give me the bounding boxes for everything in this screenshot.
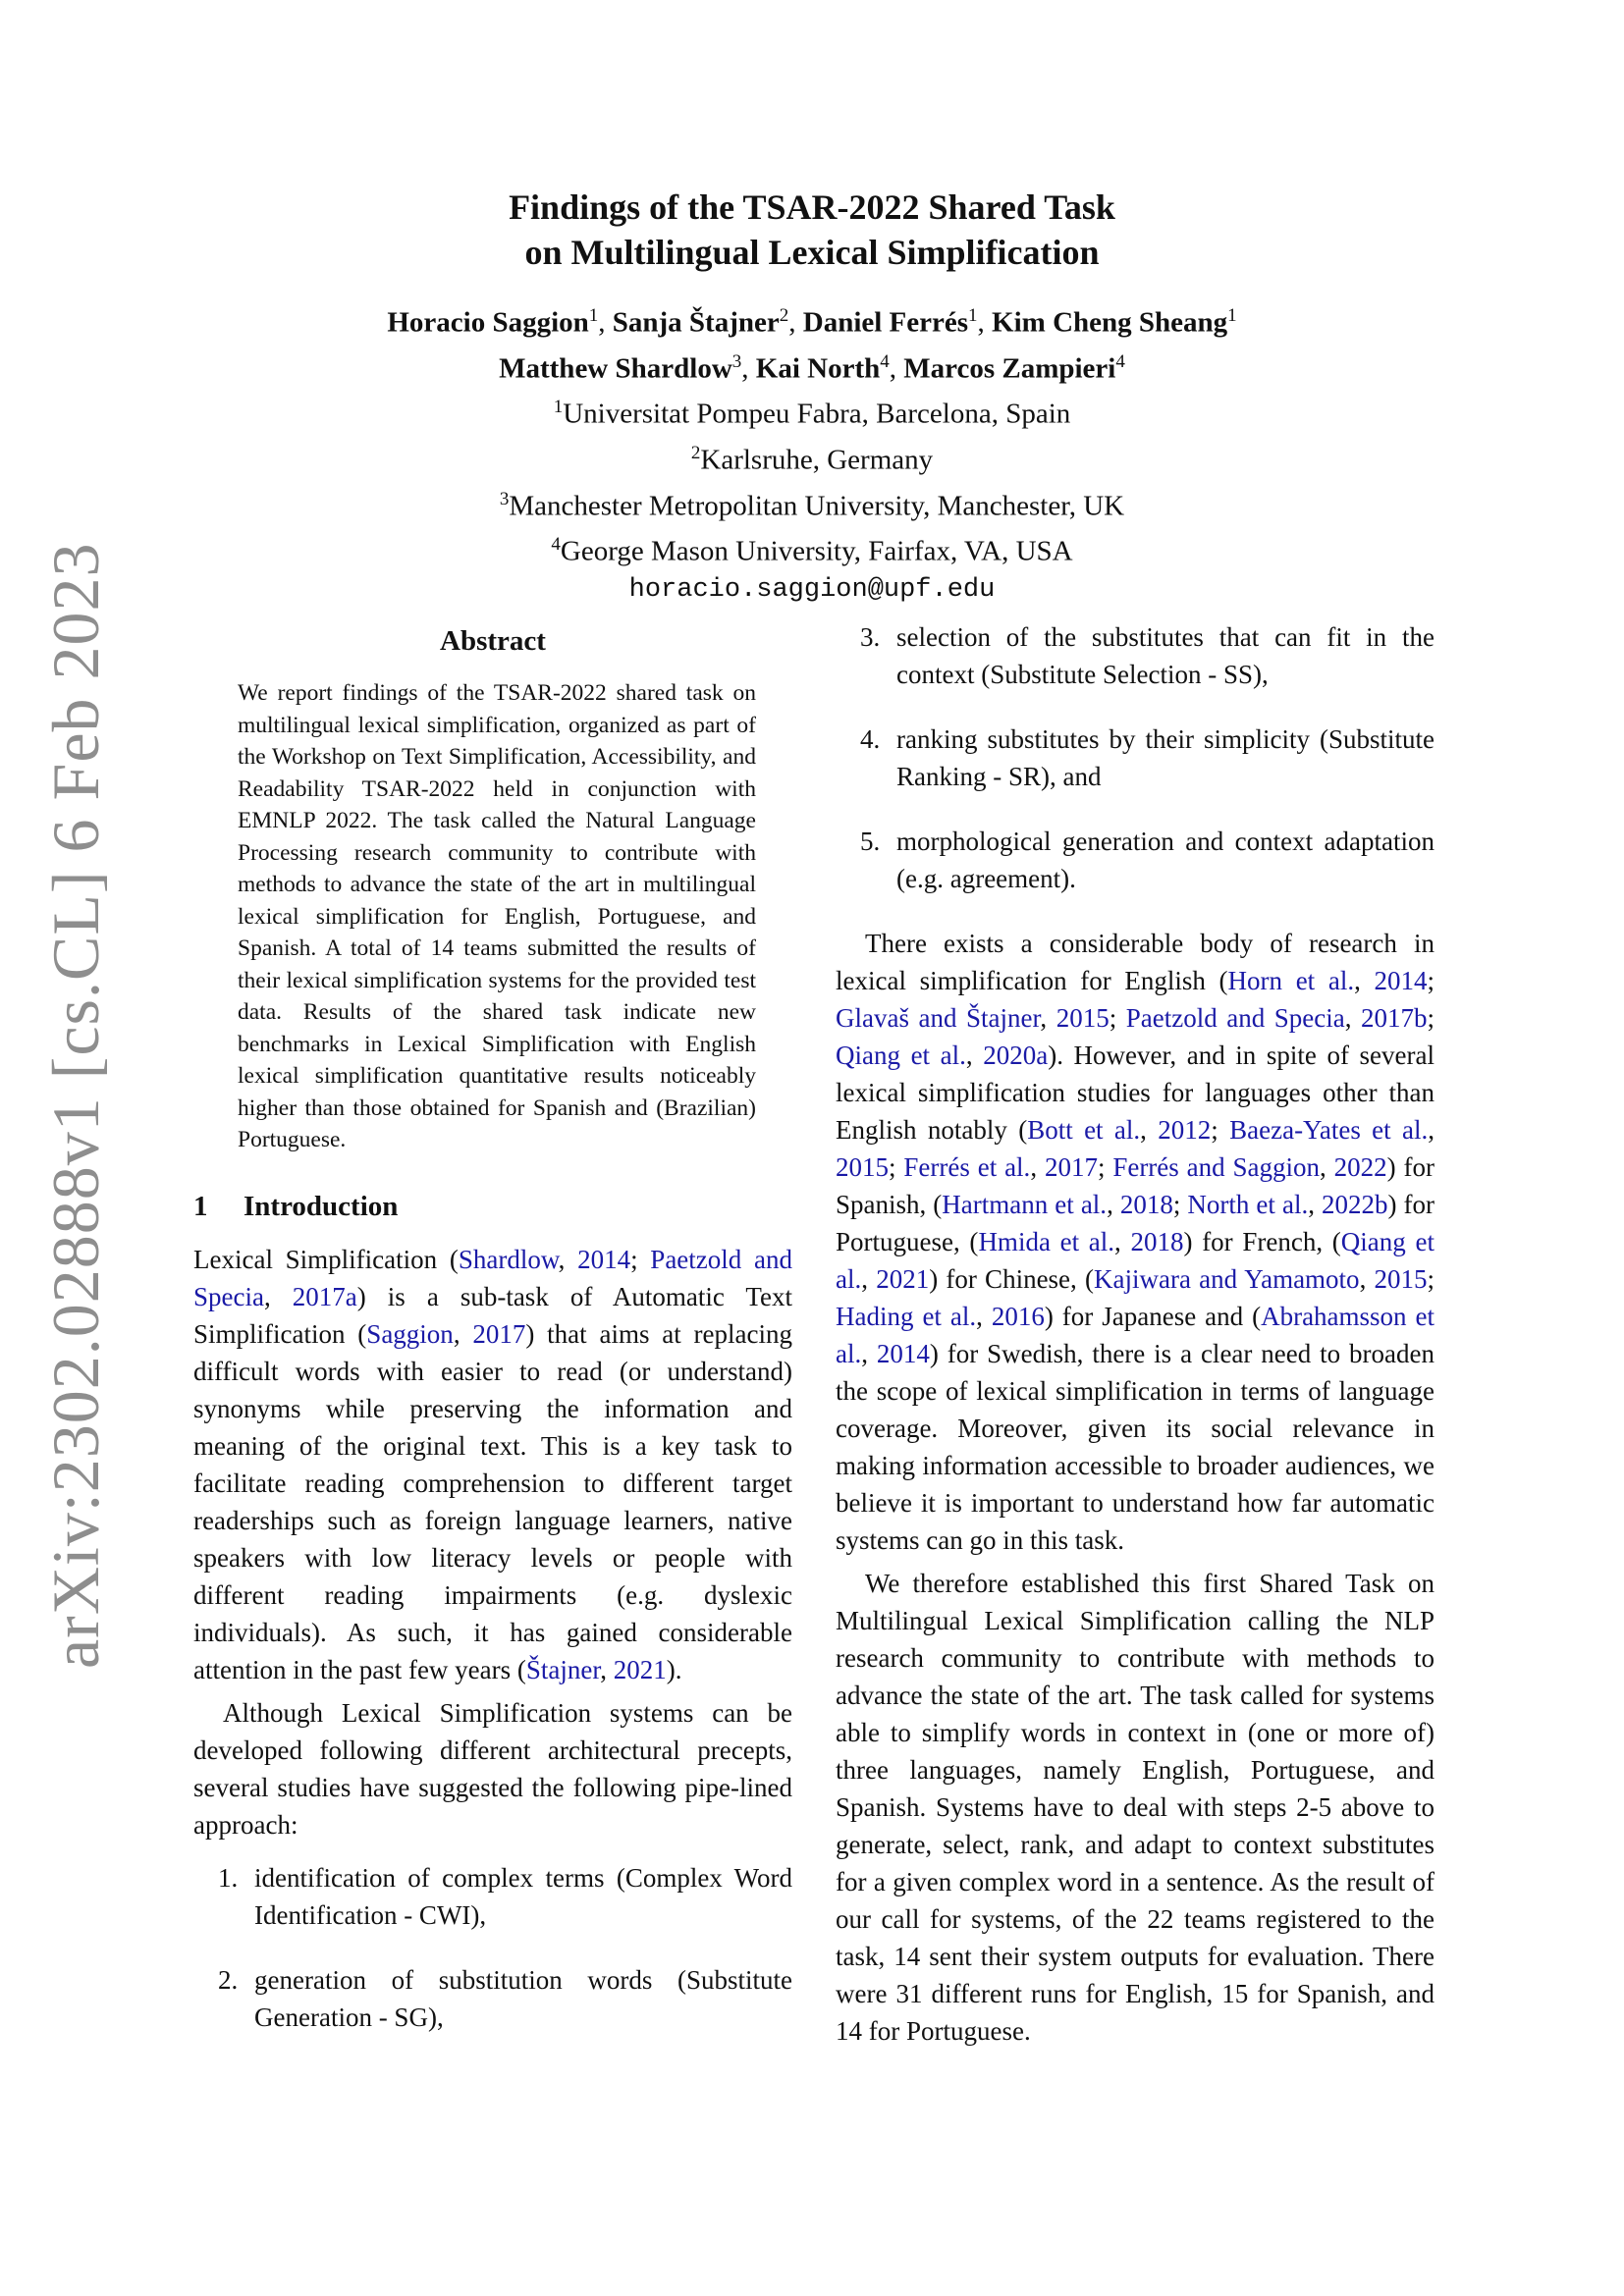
citation-link[interactable]: 2017a [292,1281,357,1311]
paper-title [0,185,1624,275]
citation-link[interactable]: Qiang et al. [836,1041,966,1070]
author-line-2: Matthew Shardlow$^3$, Kai North$^4$, Marcos Zampieri$^4$ [499,350,1125,385]
list-item [193,1859,792,1934]
list-item [836,618,1435,693]
title-line-2: on Multilingual Lexical Simplification [524,233,1100,272]
pipeline-steps-list-right [836,618,1435,897]
author-name: Daniel Ferrés [802,306,969,339]
author-affiliation-mark: 4 [1115,350,1125,372]
section-number: 1 [193,1190,208,1222]
intro-paragraph-1: Lexical Simplification (Shardlow, 2014; Paetzold and Specia, 2017a) is a sub-task of Automatic Text Simplification (Saggion, 2017) that aims at replacing difficult words with easier to read (or understand) synonyms while preserving the information and meaning of the original text. This is a key task to facilitate reading comprehension to different target readerships such as foreign language learners, native speakers with low literacy levels or people with different reading impairments (e.g. dyslexic individuals). As such, it has gained considerable attention in the past few years (Štajner, 2021). [193,1244,793,1684]
affiliation-number: 4 [551,534,561,556]
affiliation-1 [0,388,1624,434]
citation-link[interactable]: Paetzold and Specia [193,1244,792,1311]
author-affiliation-mark: 2 [779,305,789,326]
list-item-number: 4. [860,724,881,754]
citation-link[interactable]: 2018 [1130,1227,1184,1256]
contact-email[interactable]: horacio.saggion@upf.edu [628,574,996,605]
citation-link[interactable]: Hading et al. [836,1302,977,1331]
author-affiliation-mark: 1 [1227,305,1237,326]
affiliation-text: Universitat Pompeu Fabra, Barcelona, Spain [563,398,1071,430]
citation-link[interactable]: Hartmann et al. [942,1190,1108,1219]
pipeline-steps-list-left [193,1859,792,2036]
author-affiliation-mark: 1 [968,305,978,326]
citation-link[interactable]: 2017b [1360,1003,1428,1033]
citation-link[interactable]: Paetzold and Specia [1125,1003,1345,1033]
author-name: Sanja Štajner [612,306,780,339]
citation-link[interactable]: 2015 [1056,1003,1110,1033]
citation-link[interactable]: Hmida et al. [978,1227,1115,1256]
affiliation-2 [0,434,1624,480]
list-item [836,721,1435,795]
title-block [0,185,1624,610]
author-line-1: Horacio Saggion$^1$, Sanja Štajner$^2$, Daniel Ferrés$^1$, Kim Cheng Sheang$^1$ [387,305,1237,339]
citation-link[interactable]: 2014 [1374,966,1428,995]
citation-link[interactable]: Horn et al. [1227,966,1355,995]
author-name: Kai North [755,352,881,385]
list-item-number: 2. [218,1964,239,1995]
citation-link[interactable]: Kajiwara and Yamamoto [1093,1264,1360,1294]
author-name: Marcos Zampieri [903,352,1116,385]
citation-link[interactable]: 2017 [472,1318,526,1349]
author-affiliation-mark: 1 [588,305,599,326]
arxiv-identifier-stamp: arXiv:2302.02888v1 [cs.CL] 6 Feb 2023 [38,542,113,1669]
citation-link[interactable]: Qiang et al. [836,1227,1435,1294]
citation-link[interactable]: 2021 [613,1654,667,1684]
citation-link[interactable]: 2018 [1119,1190,1173,1219]
list-item-number: 3. [860,622,881,652]
citation-link[interactable]: 2014 [876,1339,930,1368]
shared-task-paragraph: We therefore established this first Shared Task on Multilingual Lexical Simplification calling the NLP research community to contribute with methods to advance the state of the art. The task called for systems able to simplify words in context in (one or more of) three languages, namely English, Portuguese, and Spanish. Systems have to deal with steps 2-5 above to generate, select, rank, and adapt to context substitutes for a given complex word in a sentence. As the result of our call for systems, of the 22 teams registered to the task, 14 sent their system outputs for evaluation. There were 31 different runs for English, 15 for Spanish, and 14 for Portuguese. [836,1569,1435,2046]
left-column [193,618,792,2063]
citation-link[interactable]: North et al. [1187,1190,1309,1219]
citation-link[interactable]: Abrahamsson et al. [836,1302,1435,1368]
intro-paragraph-2: Although Lexical Simplification systems can be developed following different architectural precepts, several studies have suggested the following pipe-lined approach: [193,1697,792,1840]
author-list [0,296,1624,388]
citation-link[interactable]: 2016 [991,1302,1045,1331]
section-title: Introduction [244,1190,399,1222]
list-item-number: 5. [860,827,881,856]
related-work-paragraph: There exists a considerable body of research in lexical simplification for English (Horn et al., 2014; Glavaš and Štajner, 2015; Paetzold and Specia, 2017b; Qiang et al., 2020a). However, and in spite of several lexical simplification studies for languages other than English notably (Bott et al., 2012; Baeza-Yates et al., 2015; Ferrés et al., 2017; Ferrés and Saggion, 2022) for Spanish, (Hartmann et al., 2018; North et al., 2022b) for Portuguese, (Hmida et al., 2018) for French, (Qiang et al., 2021) for Chinese, (Kajiwara and Yamamoto, 2015; Hading et al., 2016) for Japanese and (Abrahamsson et al., 2014) for Swedish, there is a clear need to broaden the scope of lexical simplification in terms of language coverage. Moreover, given its social relevance in making information accessible to broader audiences, we believe it is important to understand how far automatic systems can go in this task. [836,929,1435,1555]
affiliation-4 [0,525,1624,571]
abstract-heading: Abstract [440,625,546,657]
list-item-number: 1. [218,1862,239,1893]
title-line-1: Findings of the TSAR-2022 Shared Task [509,187,1115,227]
citation-link[interactable]: Baeza-Yates et al. [1229,1115,1429,1145]
citation-link[interactable]: Štajner [525,1654,601,1684]
citation-link[interactable]: 2020a [983,1041,1049,1070]
affiliation-text: George Mason University, Fairfax, VA, USA [560,535,1073,567]
affiliation-text: Manchester Metropolitan University, Manchester, UK [509,490,1125,522]
citation-link[interactable]: Ferrés and Saggion [1112,1152,1321,1182]
affiliation-number: 1 [553,397,564,418]
list-item [193,1961,792,2036]
author-name: Kim Cheng Sheang [992,306,1228,339]
section-heading-introduction [193,1188,792,1225]
citation-link[interactable]: 2015 [1374,1264,1428,1294]
citation-link[interactable]: Ferrés et al. [903,1152,1031,1182]
right-column [836,618,1435,2050]
citation-link[interactable]: 2017 [1044,1152,1098,1182]
citation-link[interactable]: Bott et al. [1027,1115,1141,1145]
abstract-text: We report findings of the TSAR-2022 shared task on multilingual lexical simplification, organized as part of the Workshop on Text Simplification, Accessibility, and Readability TSAR-2022 held in conjunction with EMNLP 2022. The task called the Natural Language Processing research community to contribute with methods to advance the state of the art in multilingual lexical simplification for English, Portuguese, and Spanish. A total of 14 teams submitted the results of their lexical simplification systems for the provided test data. Results of the shared task indicate new benchmarks in Lexical Simplification with English lexical simplification quantitative results noticeably higher than those obtained for Spanish and (Brazilian) Portuguese. [238,680,756,1152]
list-item-text: identification of complex terms (Complex Word Identification - CWI), [254,1862,792,1930]
citation-link[interactable]: Saggion [366,1318,454,1349]
citation-link[interactable]: 2021 [876,1264,930,1294]
author-name: Matthew Shardlow [499,352,732,385]
citation-link[interactable]: Glavaš and Štajner [836,1003,1041,1033]
list-item-text: selection of the substitutes that can fit in the context (Substitute Selection - SS), [896,622,1435,689]
affiliation-number: 2 [690,442,701,463]
author-name: Horacio Saggion [387,306,589,339]
list-item-text: morphological generation and context adaptation (e.g. agreement). [896,827,1435,893]
citation-link[interactable]: 2022 [1333,1152,1387,1182]
affiliation-number: 3 [499,488,510,509]
citation-link[interactable]: 2014 [577,1244,631,1274]
citation-link[interactable]: 2012 [1158,1115,1212,1145]
affiliation-text: Karlsruhe, Germany [700,444,934,476]
citation-link[interactable]: 2022b [1322,1190,1388,1219]
citation-link[interactable]: Shardlow [458,1244,559,1274]
citation-link[interactable]: 2015 [836,1152,889,1182]
list-item-text: generation of substitution words (Substitute Generation - SG), [254,1964,792,2032]
list-item-text: ranking substitutes by their simplicity (Substitute Ranking - SR), and [896,724,1435,791]
author-affiliation-mark: 3 [731,350,742,372]
list-item [836,823,1435,897]
author-affiliation-mark: 4 [880,350,890,372]
affiliation-3 [0,480,1624,526]
